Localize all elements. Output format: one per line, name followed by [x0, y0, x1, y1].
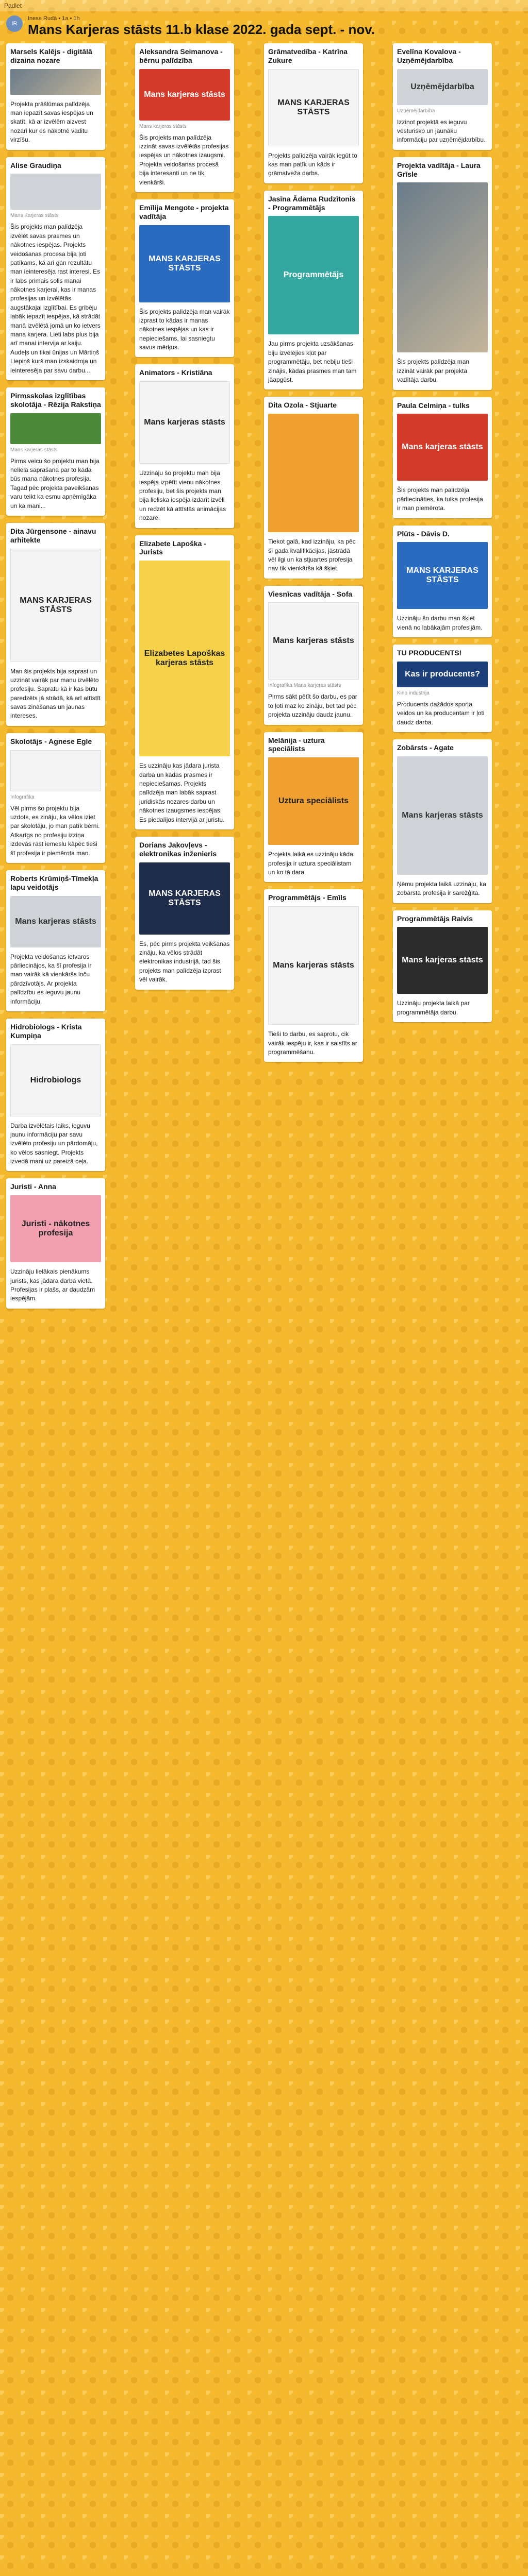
post-title: Aleksandra Seimanova - bērnu palīdzība [139, 47, 223, 64]
post-title: Dorians Jakovļevs - elektronikas inženieris [139, 840, 217, 858]
post-attachment-thumbnail[interactable] [268, 414, 359, 532]
post-attachment-thumbnail[interactable]: MANS KARJERAS STĀSTS [268, 69, 359, 146]
post-card[interactable] [264, 889, 363, 1062]
app-logo-label: Padlet [4, 2, 22, 9]
post-attachment-thumbnail[interactable] [10, 174, 101, 210]
post-title: Projekta vadītāja - Laura Grīsle [397, 161, 481, 178]
post-body: Pirms veicu šo projektu man bija neliela saprašana par to kāda būs mana nākotnes profesija. Tagad pēc projekta paveikšanas varu teikt ka esmu apņēmīgāka un ka mani... [10, 457, 100, 510]
post-title: Zobārsts - Agate [397, 743, 454, 752]
post-title: Jasīna Ādama Rudzītonis - Programmētājs [268, 194, 356, 212]
post-attachment-thumbnail[interactable]: Mans karjeras stāsts [268, 906, 359, 1025]
post-title: Pirmsskolas izglītības skolotāja - Rēzija Rakstiņa [10, 391, 101, 409]
post-body: Uzzināju šo darbu man šķiet vienā no labākajām profesijām. [397, 615, 483, 631]
post-body: Es uzzināju kas jādara jurista darbā un kādas prasmes ir nepieciešamas. Projekts palīdzēja man labāk saprast juridiskās nozares darbu un nākotnes izaugsmes iespējas. Es piedalījos intervijā ar juristu. [139, 762, 225, 823]
post-title: Dita Ozola - Stjuarte [268, 401, 337, 410]
post-body: Šis projekts palīdzēja man izzināt vairāk par projekta vadītāja darbu. [397, 358, 470, 384]
post-attachment-thumbnail[interactable]: Kas ir producents? [397, 662, 488, 687]
post-title: TU PRODUCENTS! [397, 649, 462, 657]
page-title: Mans Karjeras stāsts 11.b klase 2022. gada sept. - nov. [28, 22, 375, 37]
post-card[interactable] [393, 397, 492, 518]
avatar[interactable]: IR [6, 15, 23, 32]
post-attachment-thumbnail[interactable]: Programmētājs [268, 216, 359, 334]
post-card[interactable] [393, 526, 492, 638]
post-attachment-thumbnail[interactable]: MANS KARJERAS STĀSTS [139, 862, 230, 935]
post-card[interactable] [6, 157, 105, 380]
post-card[interactable] [135, 535, 234, 829]
post-body: Es, pēc pirms projekta veikšanas zināju, ka vēlos strādāt elektronikas industrijā, tad šis projekts man palīdzēja izprast vēl vairāk. [139, 940, 230, 984]
post-title: Skolotājs - Agnese Egle [10, 737, 92, 745]
post-body: Tieši to darbu, es saprotu, cik vairāk iespēju ir, kas ir saistīts ar programmēšanu. [268, 1030, 357, 1056]
post-title: Plūts - Dāvis D. [397, 529, 450, 538]
post-attachment-caption: Mans Karjeras stāsts [10, 213, 59, 219]
post-attachment-thumbnail[interactable] [10, 69, 101, 95]
post-title: Paula Celmiņa - tulks [397, 401, 470, 410]
post-card[interactable] [6, 523, 105, 726]
post-attachment-thumbnail[interactable] [10, 750, 101, 791]
post-body: Izzinot projektā es ieguvu vēsturisko un jaunāku informāciju par uzņēmējdarbību. [397, 118, 486, 144]
post-attachment-caption: Mans karjeras stāsts [139, 123, 187, 129]
post-card[interactable] [264, 397, 363, 578]
post-card[interactable] [6, 1019, 105, 1172]
post-card[interactable] [6, 733, 105, 863]
post-title: Evelīna Kovalova - Uzņēmējdarbība [397, 47, 461, 64]
post-attachment-thumbnail[interactable]: Mans karjeras stāsts [10, 896, 101, 947]
post-body: Šis projekts man palīdzēja izzināt savas izvēlētās profesijas iespējas un nākotnes izaugsmi. Projekta veidošanas procesā bija interesanti un ne tik vienkārši. [139, 133, 229, 186]
post-attachment-thumbnail[interactable]: Juristi - nākotnes profesija [10, 1195, 101, 1262]
post-body: Vēl pirms šo projektu bija uzdots, es zināju, ka vēlos iziet par skolotāju, jo man patīk bērni. Atkarīgs no profesiju izziņa izdevās rast iemeslu kāpēc tieši šī profesija ir piemērota man. [10, 804, 100, 857]
post-attachment-thumbnail[interactable]: Mans karjeras stāsts [139, 69, 230, 121]
post-attachment-caption: Infografika [10, 794, 35, 800]
post-card[interactable] [393, 157, 492, 390]
post-card[interactable] [264, 732, 363, 883]
post-attachment-thumbnail[interactable]: MANS KARJERAS STĀSTS [139, 225, 230, 302]
post-title: Emīlija Mengote - projekta vadītāja [139, 203, 229, 221]
post-card[interactable] [6, 43, 105, 150]
post-title: Melānija - uztura speciālists [268, 736, 325, 753]
post-title: Roberts Krūmiņš-Tīmekļa lapu veidotājs [10, 874, 98, 891]
post-title: Alise Graudiņa [10, 161, 61, 170]
post-title: Dita Jūrgensone - ainavu arhitekte [10, 527, 96, 544]
post-title: Grāmatvedība - Katrīna Zukure [268, 47, 348, 64]
post-attachment-thumbnail[interactable]: MANS KARJERAS STĀSTS [10, 549, 101, 662]
post-title: Elizabete Lapoška - Jurists [139, 539, 206, 556]
post-attachment-caption: Kino industrija [397, 690, 430, 696]
post-title: Hidrobiologs - Krista Kumpiņa [10, 1022, 82, 1040]
post-attachment-thumbnail[interactable]: Mans karjeras stāsts [139, 381, 230, 464]
post-body: Šis projekts man palīdzēja izvēlēt savas prasmes un nākotnes iespējas. Projekts veidošanas procesa bija ļoti patīkams, kā arī gan rezultātu man ieinteresēja rast interesi. Es ir labs primais solis manai nākotnes karjerai, kas ir manas profesijas un izvēlētās augstākajai izglītībai. Es gribēju labāk iepazīt iespējas, kā strādāt manā izvēlētā jomā un ko ietvers mana karjera. Lieti labs plus bija arī manai intervija ar kaiju. Audeļs un tikai ūnijas un Mārtiņš Liepiņš kurš man izskaidroja un ieinteresēja par savu darbu... [10, 223, 101, 374]
post-attachment-thumbnail[interactable]: Mans karjeras stāsts [268, 602, 359, 680]
post-attachment-thumbnail[interactable]: Elizabetes Lapoškas karjeras stāsts [139, 561, 230, 756]
post-body: Projekts palīdzēja vairāk iegūt to kas man patīk un kāds ir grāmatveža darbs. [268, 151, 357, 177]
post-body: Projekta laikā es uzzināju kāda profesija ir uztura speciālistam un ko tā dara. [268, 851, 353, 876]
post-card[interactable] [135, 199, 234, 358]
post-card[interactable] [135, 837, 234, 990]
post-attachment-thumbnail[interactable]: Mans karjeras stāsts [397, 414, 488, 481]
post-card[interactable] [393, 645, 492, 732]
post-attachment-caption: Uzņēmējdarbība [397, 108, 435, 114]
post-title: Programmētājs Raivis [397, 914, 473, 923]
post-card[interactable] [135, 43, 234, 192]
post-attachment-thumbnail[interactable] [397, 182, 488, 352]
post-body: Uzzināju projekta laikā par programmētāja darbu. [397, 999, 470, 1016]
post-attachment-caption: Mans karjeras stāsts [10, 447, 58, 453]
board-column [135, 43, 234, 997]
post-body: Uzzināju šo projektu man bija iespēja izpētīt vienu nākotnes profesiju, bet šis projekts man bija lieliska iespēja izdarīt izvēli un redzēt kā attīstās animācijas nozare. [139, 469, 226, 522]
post-body: Tiekot galā, kad izzināju, ka pēc šī gada kvalifikācijas, jāstrādā vēl ilgi un ka stjuartes profesija nav tik vienkārša kā šķiet. [268, 538, 356, 572]
post-card[interactable] [135, 364, 234, 528]
board-header [0, 11, 528, 40]
post-card[interactable] [6, 870, 105, 1011]
post-body: Jau pirms projekta uzsākšanas biju izvēlējies kļūt par programmētāju, bet nebiju tieši zinājis, kādas prasmes man tam jāapgūst. [268, 340, 357, 383]
post-card[interactable] [6, 387, 105, 516]
post-card[interactable] [264, 586, 363, 725]
post-attachment-thumbnail[interactable]: Uzņēmējdarbība [397, 69, 488, 105]
post-body: Projekta prāšlūmas palīdzēja man iepazīt savas iespējas un skatīt, kā ar izvēlēm aizvest nozari kur es nākotnē vaditu virzīšu. [10, 100, 93, 144]
post-title: Viesnīcas vadītāja - Sofa [268, 589, 353, 598]
post-attachment-thumbnail[interactable]: Mans karjeras stāsts [397, 756, 488, 875]
post-body: Projekta veidošanas ietvaros pārliecinājos, ka šī profesija ir man vairāk kā vienkāršs loču pārdzīvotājs. Ar projekta palīdzību es ieguvu jaunu informāciju. [10, 953, 92, 1005]
post-attachment-thumbnail[interactable] [10, 413, 101, 444]
post-body: Ņēmu projekta laikā uzzināju, ka zobārsta profesija ir sarežģīta. [397, 880, 486, 897]
post-card[interactable] [393, 43, 492, 150]
post-body: Man šis projekts bija saprast un uzzināt vairāk par manu izvēlēto profesiju. Sapratu kā ir kas būtu paredzēts jā strādā, kā arī attīstīt savas zināšanas un jaunas intereses. [10, 667, 101, 720]
post-title: Marsels Kalējs - digitālā dizaina nozare [10, 47, 92, 64]
post-body: Darba izvēlētais laiks, ieguvu jaunu informāciju par savu izvēlēto profesiju un pārdomāju, ko vēlos sasniegt. Projekts izvedā mani uz pareizā ceļa. [10, 1122, 98, 1165]
app-topbar [0, 0, 528, 11]
post-attachment-thumbnail[interactable]: Mans karjeras stāsts [397, 927, 488, 994]
post-card[interactable] [264, 43, 363, 183]
post-body: Uzzināju lielākais pienākums jurists, kas jādara darba vietā. Profesijas ir plašs, ar daudzām iespējām. [10, 1268, 95, 1302]
post-body: Šis projekts palīdzēja man vairāk izprast to kādas ir manas nākotnes iespējas un kas ir nepieciešams, lai sasniegtu savus mērķus. [139, 308, 230, 351]
post-title: Programmētājs - Emīls [268, 893, 346, 902]
board-meta: Inese Rudā • 1a • 1h [28, 15, 80, 22]
post-title: Juristi - Anna [10, 1182, 56, 1191]
post-card[interactable] [264, 191, 363, 390]
post-attachment-thumbnail[interactable]: Uztura speciālists [268, 757, 359, 845]
post-title: Animators - Kristiāna [139, 368, 212, 377]
board-column [264, 43, 363, 1069]
board-column [6, 43, 105, 1316]
post-body: Producents dažādos sporta veidos un ka producentam ir ļoti daudz darba. [397, 700, 485, 726]
post-card[interactable] [393, 910, 492, 1023]
post-body: Pirms sākt pētīt šo darbu, es par to ļoti maz ko zināju, bet tad pēc projekta uzzināju daudz jaunu. [268, 693, 357, 719]
post-attachment-caption: Infografika Mans karjeras stāsts [268, 683, 341, 689]
post-card[interactable] [6, 1178, 105, 1308]
post-body: Šis projekts man palīdzēja pārliecināties, ka tulka profesija ir man piemērota. [397, 486, 483, 512]
post-attachment-thumbnail[interactable]: MANS KARJERAS STĀSTS [397, 542, 488, 609]
post-card[interactable] [393, 739, 492, 903]
post-attachment-thumbnail[interactable]: Hidrobiologs [10, 1044, 101, 1116]
board-columns [6, 43, 522, 2576]
board-column [393, 43, 492, 1029]
